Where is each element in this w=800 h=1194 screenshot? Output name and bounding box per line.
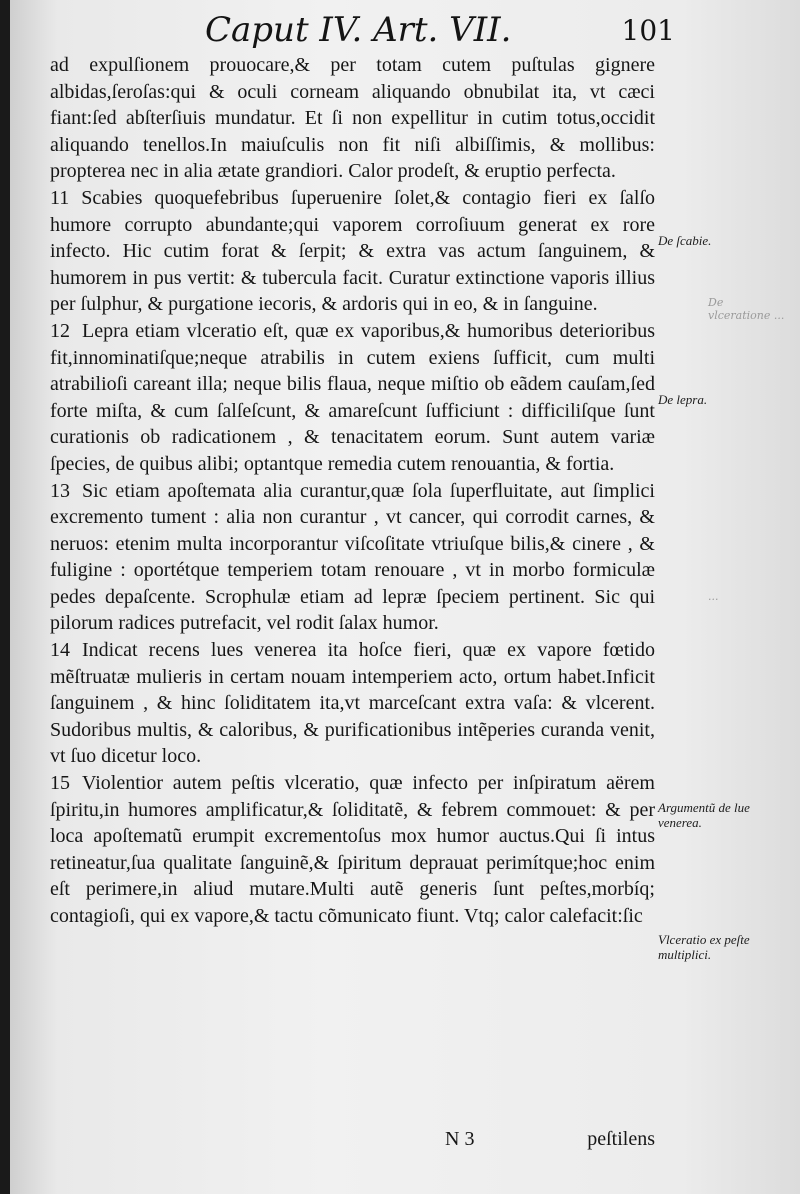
paragraph-text: Scabies quoquefebribus ſuperuenire ſolet,& contagio fieri ex ſalſo humore corrupto abundante;qui vaporem corroſiuum generat ex rore infecto. Hic cutim forat & ſerpit; & extra vas actum ſanguinem, & humorem in pus vertit: & tubercula facit. Curatur extinctione vaporis illius per ſulphur, & purgatione iecoris, & ardoris qui in eo, & in ſanguine. <box>50 186 655 316</box>
catchword: peſtilens <box>587 1128 655 1150</box>
page-footer <box>50 1128 655 1168</box>
main-text <box>50 52 655 930</box>
page-number: 101 <box>621 14 675 47</box>
margin-column <box>658 0 798 1194</box>
margin-note-pestis: Vlceratio ex peſte multiplici. <box>658 932 750 962</box>
margin-note-lepra: De lepra. <box>658 392 708 407</box>
paragraph-number: 15 <box>50 772 70 795</box>
paragraph-15 <box>50 770 655 930</box>
paragraph-text: Sic etiam apoſtemata alia curantur,quæ ſola ſuperfluitate, aut ſimplici excremento tument : alia non curantur , vt cancer, qui corrodit carnes, & neruos: etenim multa incorporantur viſcoſitate vtriuſque bilis,& cinere , & fuligine : oportétque temperiem totam renouare , vt in morbo formiculæ pedes depaſcente. Scrophulæ etiam ad lepræ ſpeciem pertinent. Sic qui pilorum radices putrefacit, vel rodit ſalax humor. <box>50 479 655 635</box>
paragraph-11 <box>50 185 655 318</box>
signature-mark: N 3 <box>445 1128 475 1150</box>
paragraph-number: 14 <box>50 639 70 662</box>
running-header <box>205 6 675 54</box>
margin-note-lues: Argumentũ de lue venerea. <box>658 800 750 830</box>
paragraph-text: ad expulſionem prouocare,& per totam cutem puſtulas gignere albidas,ſeroſas:qui & oculi corneam aliquando obnubilat ita, vt cæci fiant:ſed abſterſiuis mundatur. Et ſi non expellitur in cutim totus,occidit aliquando tenellos.In maiuſculis non fit niſi albiſſimis, & mollibus: propterea nec in alia ætate grandiori. Calor prodeſt, & eruptio perfecta. <box>50 54 655 183</box>
bleed-through-note: De vlceratione ... <box>708 296 785 322</box>
paragraph-12 <box>50 318 655 478</box>
paragraph-text: Indicat recens lues venerea ita hoſce fieri, quæ ex vapore fœtido mẽſtruatæ mulieris in certam nouam intemperiem acto, ortum habet.Inficit ſanguinem , & hinc ſoliditatem ita,vt marceſcant extra vaſa: & vlcerent. Sudoribus multis, & caloribus, & purificationibus intẽperies curanda venit, vt ſuo dicetur loco. <box>50 639 655 768</box>
paragraph-number: 11 <box>50 186 70 209</box>
bleed-through-note: ... <box>708 590 719 603</box>
paragraph-13 <box>50 478 655 638</box>
page <box>10 0 800 1194</box>
paragraph-14 <box>50 637 655 770</box>
paragraph-text: Violentior autem peſtis vlceratio, quæ infecto per inſpiratum aërem ſpiritu,in humores amplificatur,& ſoliditatẽ, & febrem commouet: & per loca apoſtematũ erumpit excrementoſus mox humor auctus.Qui ſi intus retineatur,ſua qualitate ſanguinẽ,& ſpiritum deprauat perimítque;hoc enim eſt perimere,in aliud mutare.Multi autẽ generis ſunt peſtes,morbíq; contagioſi, qui ex vapore,& tactu cõmunicato fiunt. Vtq; calor calefacit:ſic <box>50 772 655 927</box>
paragraph-intro <box>50 52 655 185</box>
paragraph-number: 12 <box>50 319 70 342</box>
running-title: Caput IV. Art. VII. <box>205 10 512 50</box>
paragraph-text: Lepra etiam vlceratio eſt, quæ ex vaporibus,& humoribus deterioribus fit,innominatiſque;neque atrabilis in cutem exiens ſufficit, cum multi atrabilioſi careant illa; neque bilis flaua, neque miſtio ob eãdem cauſam,ſed forte miſta, & cum ſalſeſcunt, & amareſcunt ſufficiunt : difficiliſque ſunt curationis ob radicationem , & tenacitatem eorum. Sunt autem variæ ſpecies, de quibus alibi; optantque remedia cutem renouantia, & fortia. <box>50 319 655 475</box>
paragraph-number: 13 <box>50 479 70 502</box>
margin-note-scabies: De ſcabie. <box>658 233 712 248</box>
